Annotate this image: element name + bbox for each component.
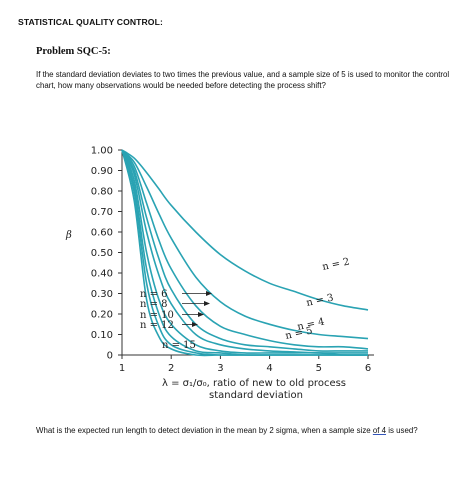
x-tick-label: 4 <box>266 363 273 374</box>
y-tick-label: 0.20 <box>90 309 113 321</box>
oc-curve-line <box>122 150 368 310</box>
curve-label: n = 3 <box>305 292 335 309</box>
y-tick-label: 0.60 <box>90 227 113 239</box>
y-tick-label: 0.70 <box>90 207 113 218</box>
x-tick-label: 3 <box>217 363 224 374</box>
curve-label: n = 2 <box>321 256 351 273</box>
x-axis-label-line1: λ = σ₁/σ₀, ratio of new to old process <box>161 378 347 389</box>
label-arrow-head <box>204 301 210 306</box>
curve-label: n = 5 <box>284 325 314 342</box>
y-axis-label: β <box>66 230 72 241</box>
curve-label: n = 10 <box>140 310 174 321</box>
curve-label: n = 12 <box>140 320 174 331</box>
y-tick-label: 0.30 <box>90 289 113 300</box>
followup-text-end: is used? <box>386 426 418 435</box>
curve-label: n = 6 <box>140 289 168 300</box>
question-text: If the standard deviation deviates to two times the previous value, and a sample size of 5 is used to monitor the control chart, how many observations would be needed before detecting the process shift? <box>36 70 450 90</box>
y-tick-label: 0.50 <box>90 248 113 259</box>
y-tick-label: 1.00 <box>90 145 113 157</box>
x-tick-label: 6 <box>364 363 372 374</box>
y-tick-label: 0 <box>106 350 113 362</box>
curve-label: n = 4 <box>296 316 326 333</box>
x-tick-label: 5 <box>315 363 322 374</box>
followup-question <box>36 425 456 436</box>
problem-title: Problem SQC-5: <box>36 46 111 57</box>
curve-label: n = 8 <box>140 299 168 310</box>
y-tick-label: 0.40 <box>90 268 113 280</box>
followup-text-underlined: of 4 <box>372 426 387 435</box>
chart-axes <box>65 146 374 402</box>
x-axis-label-line2: standard deviation <box>208 390 304 401</box>
curve-label: n = 15 <box>162 340 196 351</box>
y-tick-label: 0.10 <box>90 330 113 341</box>
x-tick-label: 2 <box>168 363 175 374</box>
x-tick-label: 1 <box>118 363 126 374</box>
y-tick-label: 0.80 <box>90 186 113 198</box>
followup-text-start: What is the expected run length to detect deviation in the mean by 2 sigma, when a sample size <box>36 426 373 435</box>
page-heading: STATISTICAL QUALITY CONTROL: <box>18 17 163 27</box>
y-tick-label: 0.90 <box>90 166 113 177</box>
